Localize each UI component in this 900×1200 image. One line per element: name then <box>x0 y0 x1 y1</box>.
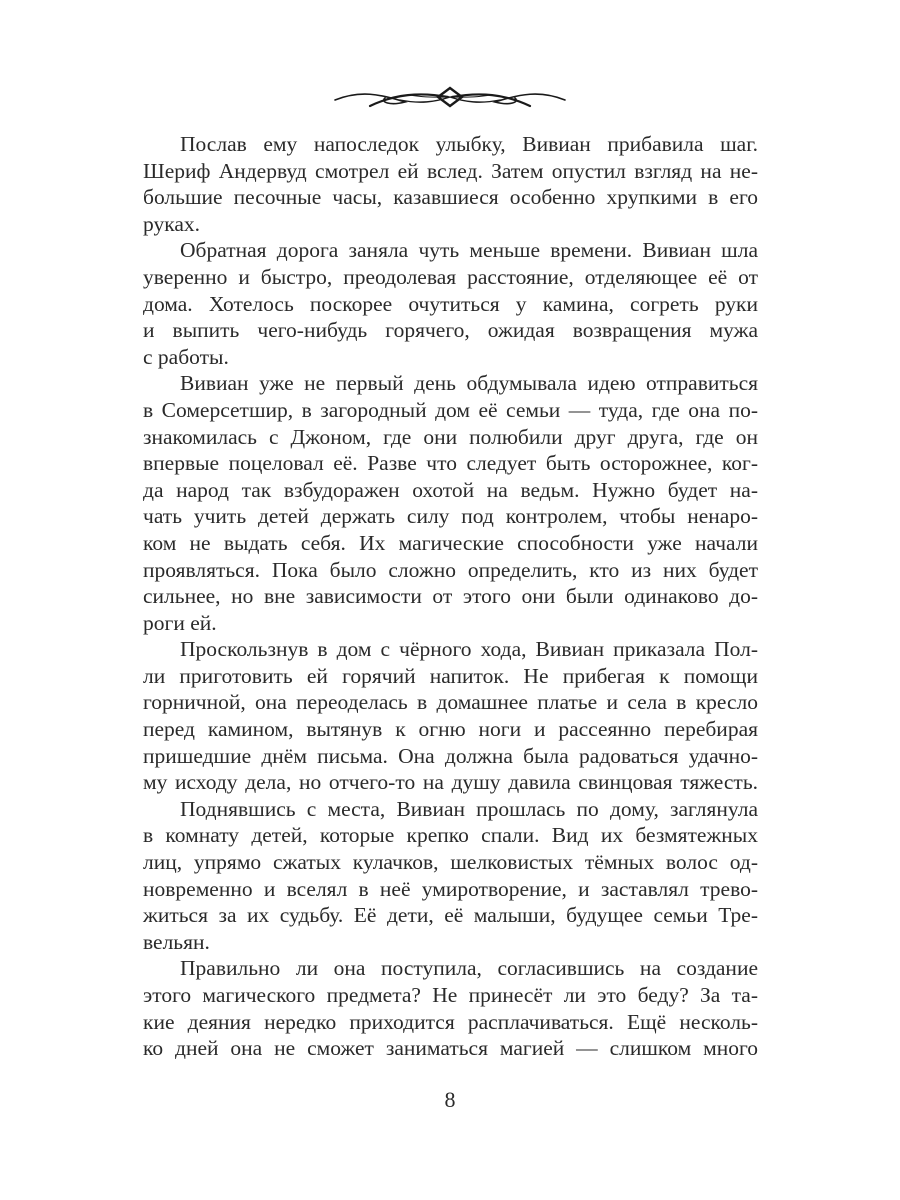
text-line: проявляться. Пока было сложно определить, кто из них будет <box>143 557 758 582</box>
text-line: и выпить чего-нибудь горячего, ожидая возвращения мужа <box>143 318 758 343</box>
text-line: ли приготовить ей горячий напиток. Не прибегая к помощи <box>143 663 758 688</box>
text-line: Шериф Андервуд смотрел ей вслед. Затем опустил взгляд на не- <box>143 158 758 183</box>
text-line: ком не выдать себя. Их магические способности уже начали <box>143 530 758 555</box>
text-line: этого магического предмета? Не принесёт ли это беду? За та- <box>143 983 758 1007</box>
text-line: руках. <box>143 211 201 236</box>
text-line: да народ так взбудоражен охотой на ведьм. Нужно будет на- <box>143 477 758 502</box>
text-line: новременно и вселял в неё умиротворение, и заставлял трево- <box>143 876 758 901</box>
text-line: сильнее, но вне зависимости от этого они были одинаково до- <box>143 584 758 609</box>
text-line: му исходу дела, но отчего-то на душу давила свинцовая тяжесть. <box>143 770 758 795</box>
page-number: 8 <box>444 1087 456 1112</box>
flourish-divider-icon <box>330 80 570 114</box>
body-text <box>143 131 758 1062</box>
text-line: пришедшие днём письма. Она должна была радоваться удачно- <box>143 743 758 768</box>
text-line: горничной, она переоделась в домашнее платье и села в кресло <box>143 690 758 715</box>
text-line: впервые поцеловал её. Разве что следует быть осторожнее, ког- <box>143 451 758 476</box>
text-line: в комнату детей, которые крепко спали. Вид их безмятежных <box>143 823 758 848</box>
text-line: знакомилась с Джоном, где они полюбили друг друга, где он <box>143 424 758 449</box>
text-line: житься за их судьбу. Её дети, её малыши, будущее семьи Тре- <box>143 903 758 928</box>
text-line: дома. Хотелось поскорее очутиться у камина, согреть руки <box>143 291 758 316</box>
text-line: перед камином, вытянув к огню ноги и рассеянно перебирая <box>143 717 758 742</box>
text-line: уверенно и быстро, преодолевая расстояние, отделяющее её от <box>143 264 758 289</box>
text-line: Поднявшись с места, Вивиан прошлась по дому, заглянула <box>180 796 758 821</box>
text-line: чать учить детей держать силу под контролем, чтобы ненаро- <box>143 504 758 529</box>
text-line: в Сомерсетшир, в загородный дом её семьи — туда, где она по- <box>143 397 758 422</box>
text-line: ко дней она не сможет заниматься магией — слишком много <box>143 1036 758 1061</box>
text-line: роги ей. <box>143 610 217 635</box>
text-line: Правильно ли она поступила, согласившись на создание <box>180 956 758 981</box>
text-line: Вивиан уже не первый день обдумывала идею отправиться <box>180 371 758 396</box>
text-line: большие песочные часы, казавшиеся особенно хрупкими в его <box>143 185 758 210</box>
text-line: кие деяния нередко приходится расплачиваться. Ещё несколь- <box>143 1009 758 1034</box>
text-line: с работы. <box>143 344 229 369</box>
text-line: Проскользнув в дом с чёрного хода, Вивиан приказала Пол- <box>180 637 758 662</box>
text-line: Обратная дорога заняла чуть меньше времени. Вивиан шла <box>180 238 758 263</box>
text-line: вельян. <box>143 929 210 954</box>
text-line: Послав ему напоследок улыбку, Вивиан прибавила шаг. <box>180 132 758 156</box>
text-line: лиц, упрямо сжатых кулачков, шелковистых тёмных волос од- <box>143 850 758 875</box>
